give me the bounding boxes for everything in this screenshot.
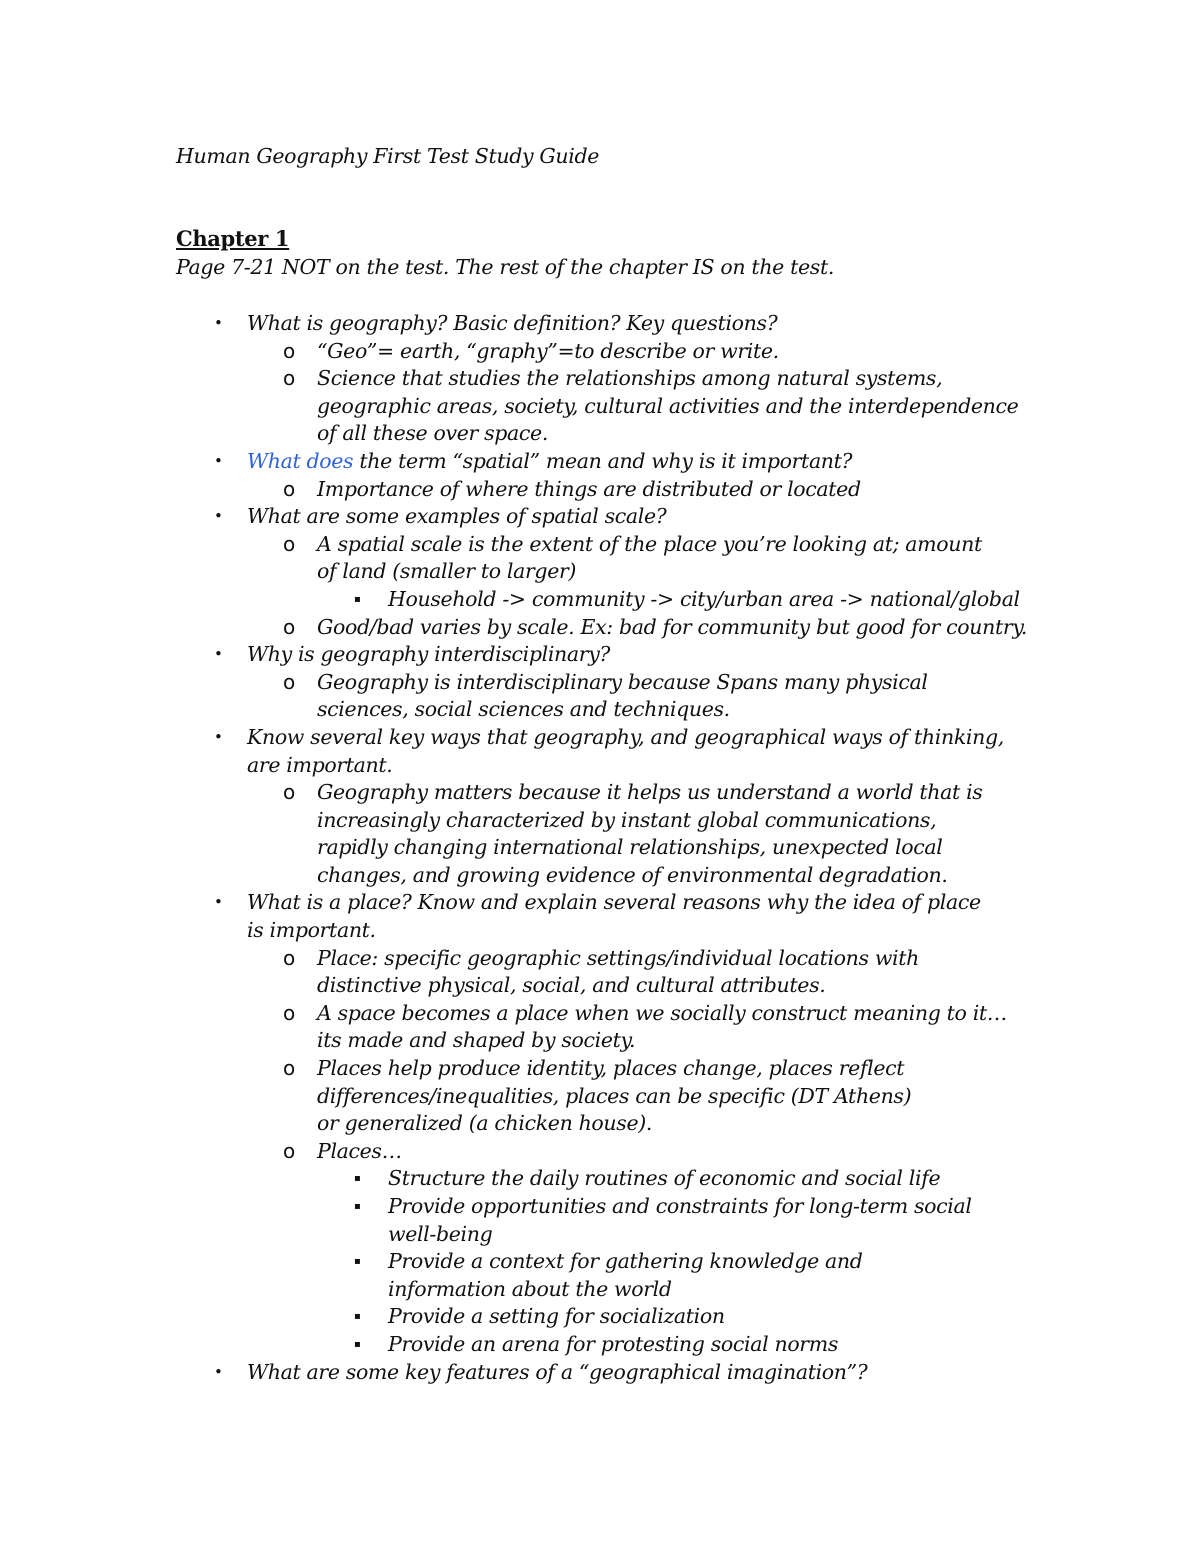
document-title: Human Geography First Test Study Guide <box>176 144 600 168</box>
list-item <box>0 614 1200 642</box>
answer-text: “Geo”= earth, “graphy”=to describe or write. <box>317 338 779 363</box>
list-item <box>0 310 1037 338</box>
list-item <box>0 1165 1018 1193</box>
circle-bullet-icon: o <box>283 338 295 363</box>
question-outline <box>0 310 1200 1386</box>
square-bullet-icon: ▪ <box>354 593 361 605</box>
square-bullet-icon: ▪ <box>354 1256 361 1268</box>
circle-bullet-icon: o <box>283 1056 295 1081</box>
list-item <box>0 724 1037 779</box>
answer-text: Places… <box>317 1138 402 1163</box>
list-item <box>0 531 992 586</box>
bullet-icon: • <box>214 893 223 912</box>
answer-text: Place: specific geographic settings/individual locations with distinctive physical, social, and cultural attributes. <box>317 945 919 998</box>
detail-text: Household -> community -> city/urban area -> national/global <box>388 586 1020 611</box>
list-item <box>0 1303 1018 1331</box>
list-item <box>0 476 1200 504</box>
bullet-icon: • <box>214 451 223 470</box>
answer-text: Geography is interdisciplinary because Spans many physical sciences, social sciences and techniques. <box>317 669 928 722</box>
circle-bullet-icon: o <box>283 366 295 391</box>
answer-text: Places help produce identity, places change, places reflect differences/inequalities, places can be specific (DT Athens) or generalized (a chicken house). <box>317 1056 912 1136</box>
list-item <box>0 1138 1200 1166</box>
question-text: What are some key features of a “geographical imagination”? <box>247 1359 868 1384</box>
question-text: What are some examples of spatial scale? <box>247 504 667 529</box>
list-item <box>0 889 987 944</box>
question-text: the term “spatial” mean and why is it important? <box>353 448 853 473</box>
list-item <box>0 1193 1018 1248</box>
list-item <box>0 1331 1018 1359</box>
detail-text: Provide a setting for socialization <box>388 1304 725 1329</box>
list-item <box>0 365 1042 448</box>
question-text: What is a place? Know and explain several reasons why the idea of place is important. <box>247 890 981 943</box>
list-item <box>0 503 1037 531</box>
square-bullet-icon: ▪ <box>354 1173 361 1185</box>
answer-text: A space becomes a place when we socially construct meaning to it…its made and shaped by society. <box>317 1000 1007 1053</box>
list-item <box>0 338 1200 366</box>
bullet-icon: • <box>214 314 223 332</box>
circle-bullet-icon: o <box>283 669 295 694</box>
detail-text: Provide an arena for protesting social norms <box>388 1331 839 1356</box>
circle-bullet-icon: o <box>283 780 295 805</box>
list-item <box>0 1000 1007 1055</box>
list-item <box>0 586 1200 614</box>
bullet-icon: • <box>214 1362 223 1381</box>
detail-text: Structure the daily routines of economic and social life <box>388 1166 941 1191</box>
detail-text: Provide opportunities and constraints for long-term social well-being <box>388 1194 972 1246</box>
highlighted-text: What does <box>247 448 354 473</box>
answer-text: Good/bad varies by scale. Ex: bad for community but good for country. <box>317 614 1028 639</box>
circle-bullet-icon: o <box>283 476 295 501</box>
list-item <box>0 1248 978 1303</box>
list-item <box>0 1055 937 1138</box>
answer-text: Geography matters because it helps us understand a world that is increasingly characterized by instant global communications, rapidly changing international relationships, unexpected local changes, and growing evidence of environmental degradation. <box>317 780 983 887</box>
square-bullet-icon: ▪ <box>354 1311 361 1323</box>
answer-text: Importance of where things are distributed or located <box>317 476 861 501</box>
list-item <box>0 779 1007 889</box>
answer-text: Science that studies the relationships among natural systems, geographic areas, society, cultural activities and the interdependence of all these over space. <box>317 366 1019 446</box>
bullet-icon: • <box>214 507 223 526</box>
question-text: Know several key ways that geography, and geographical ways of thinking, are important. <box>247 724 1004 777</box>
list-item <box>0 1359 1037 1387</box>
circle-bullet-icon: o <box>283 531 295 556</box>
bullet-icon: • <box>214 645 223 664</box>
question-text: What is geography? Basic definition? Key questions? <box>247 311 778 335</box>
circle-bullet-icon: o <box>283 614 295 639</box>
list-item <box>0 641 1037 669</box>
square-bullet-icon: ▪ <box>354 1201 361 1212</box>
chapter-note: Page 7-21 NOT on the test. The rest of the chapter IS on the test. <box>176 255 835 279</box>
list-item <box>0 669 1007 724</box>
circle-bullet-icon: o <box>283 1138 295 1163</box>
circle-bullet-icon: o <box>283 945 295 970</box>
detail-text: Provide a context for gathering knowledge and information about the world <box>388 1249 863 1301</box>
list-item <box>0 448 1037 476</box>
bullet-icon: • <box>214 727 223 746</box>
circle-bullet-icon: o <box>283 1000 295 1025</box>
chapter-heading: Chapter 1 <box>176 226 290 251</box>
question-text: Why is geography interdisciplinary? <box>247 642 611 667</box>
list-item <box>0 945 1017 1000</box>
answer-text: A spatial scale is the extent of the place you’re looking at; amount of land (smaller to larger) <box>317 531 982 584</box>
square-bullet-icon: ▪ <box>354 1338 361 1350</box>
